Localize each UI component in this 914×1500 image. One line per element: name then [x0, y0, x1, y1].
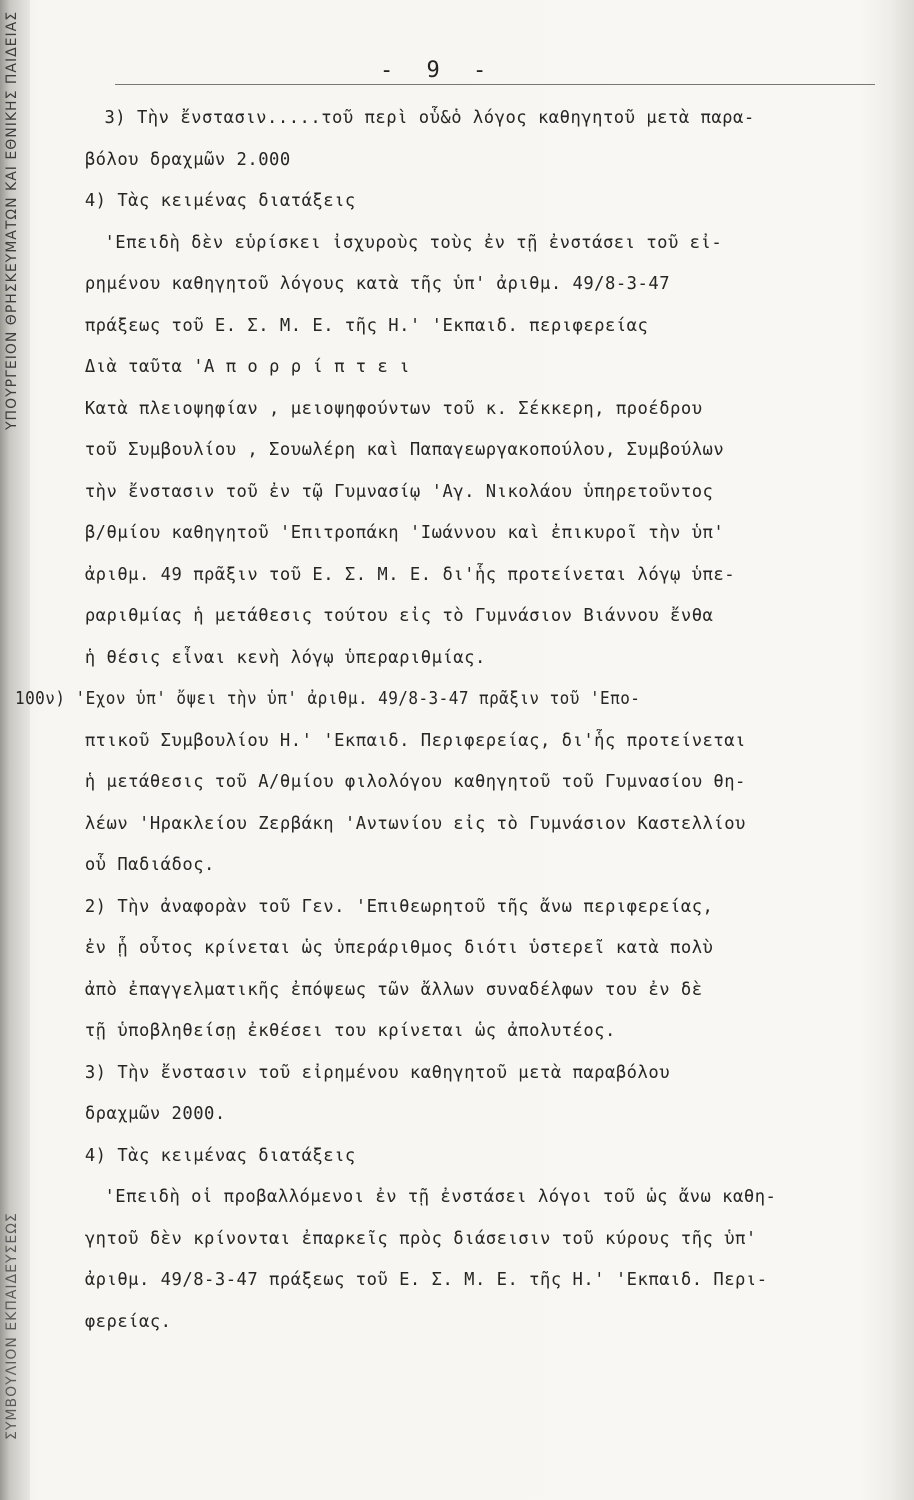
- page-number: - 9 -: [380, 58, 497, 83]
- text-line: 4) Τὰς κειμένας διατάξεις: [84, 1145, 356, 1166]
- text-line: τοῦ Συμβουλίου , Σουωλέρη καὶ Παπαγεωργακοπούλου, Συμβούλων: [84, 440, 725, 460]
- text-line-numbered: 100ν) 'Εχον ὑπ' ὄψει τὴν ὑπ' ἀριθμ. 49/8-3-47 πρᾶξιν τοῦ 'Επο-: [15, 689, 641, 709]
- text-line: τῇ ὑποβληθείσῃ ἐκθέσει του κρίνεται ὡς ἀπολυτέος.: [84, 1021, 616, 1041]
- text-line: 3) Τὴν ἔνστασιν.....τοῦ περὶ οὗ&ὁ λόγος καθηγητοῦ μετὰ παρα-: [104, 108, 755, 128]
- text-line: ἐν ᾗ οὗτος κρίνεται ὡς ὑπεράριθμος διότι ὑστερεῖ κατὰ πολὺ: [84, 938, 714, 958]
- text-line: τὴν ἔνστασιν τοῦ ἐν τῷ Γυμνασίῳ 'Αγ. Νικολάου ὑπηρετοῦντος: [84, 481, 714, 502]
- text-line: πράξεως τοῦ Ε. Σ. Μ. Ε. τῆς Η.' 'Εκπαιδ. περιφερείας: [84, 315, 649, 336]
- text-line: ἀπὸ ἐπαγγελματικῆς ἐπόψεως τῶν ἄλλων συναδέλφων του ἐν δὲ: [84, 979, 703, 1000]
- text-line: πτικοῦ Συμβουλίου Η.' 'Εκπαιδ. Περιφερείας, δι'ἧς προτείνεται: [84, 730, 746, 751]
- text-line: 'Επειδὴ οἱ προβαλλόμενοι ἐν τῇ ἐνστάσει λόγοι τοῦ ὡς ἄνω καθη-: [104, 1187, 777, 1207]
- text-line: γητοῦ δὲν κρίνονται ἐπαρκεῖς πρὸς διάσεισιν τοῦ κύρους τῆς ὑπ': [84, 1228, 757, 1249]
- side-stamp-top: ΥΠΟΥΡΓΕΙΟΝ ΘΡΗΣΚΕΥΜΑΤΩΝ ΚΑΙ ΕΘΝΙΚΗΣ ΠΑΙΔΕΙΑΣ: [4, 10, 20, 430]
- text-line: Διὰ ταῦτα 'Α π ο ρ ρ ί π τ ε ι: [84, 357, 410, 377]
- text-line: λέων 'Ηρακλείου Ζερβάκη 'Αντωνίου εἰς τὸ Γυμνάσιον Καστελλίου: [84, 813, 746, 834]
- text-line: φερείας.: [84, 1311, 172, 1332]
- text-line: δραχμῶν 2000.: [84, 1104, 226, 1124]
- side-stamp-bottom: ΣΥΜΒΟΥΛΙΟΝ ΕΚΠΑΙΔΕΥΣΕΩΣ: [4, 1212, 20, 1440]
- text-line: 4) Τὰς κειμένας διατάξεις: [84, 191, 356, 211]
- text-line: ἡ μετάθεσις τοῦ Α/θμίου φιλολόγου καθηγητοῦ τοῦ Γυμνασίου θη-: [84, 772, 746, 792]
- text-line: 'Επειδὴ δὲν εὑρίσκει ἰσχυροὺς τοὺς ἐν τῇ ἐνστάσει τοῦ εἰ-: [104, 232, 723, 253]
- top-rule: [115, 84, 875, 85]
- text-line: ἀριθμ. 49 πρᾶξιν τοῦ Ε. Σ. Μ. Ε. δι'ἧς προτείνεται λόγῳ ὑπε-: [84, 564, 736, 585]
- text-line: οὗ Παδιάδος.: [84, 855, 215, 875]
- text-line: ραριθμίας ἡ μετάθεσις τούτου εἰς τὸ Γυμνάσιον Βιάννου ἔνθα: [84, 606, 714, 626]
- typed-text-body: [15, 98, 890, 1343]
- text-line: Κατὰ πλειοψηφίαν , μειοψηφούντων τοῦ κ. Σέκκερη, προέδρου: [84, 398, 703, 419]
- text-line: ἡ θέσις εἶναι κενὴ λόγῳ ὑπεραριθμίας.: [84, 647, 486, 668]
- text-line: 2) Τὴν ἀναφορὰν τοῦ Γεν. 'Επιθεωρητοῦ τῆς ἄνω περιφερείας,: [84, 896, 714, 917]
- text-line: 3) Τὴν ἔνστασιν τοῦ εἰρημένου καθηγητοῦ μετὰ παραβόλου: [84, 1062, 671, 1083]
- text-line: ἀριθμ. 49/8-3-47 πράξεως τοῦ Ε. Σ. Μ. Ε. τῆς Η.' 'Εκπαιδ. Περι-: [84, 1270, 768, 1290]
- text-line: βόλου δραχμῶν 2.000: [84, 149, 291, 170]
- text-line: ρημένου καθηγητοῦ λόγους κατὰ τῆς ὑπ' ἀριθμ. 49/8-3-47: [84, 274, 671, 294]
- text-line: β/θμίου καθηγητοῦ 'Επιτροπάκη 'Ιωάννου καὶ ἐπικυροῖ τὴν ὑπ': [84, 523, 725, 543]
